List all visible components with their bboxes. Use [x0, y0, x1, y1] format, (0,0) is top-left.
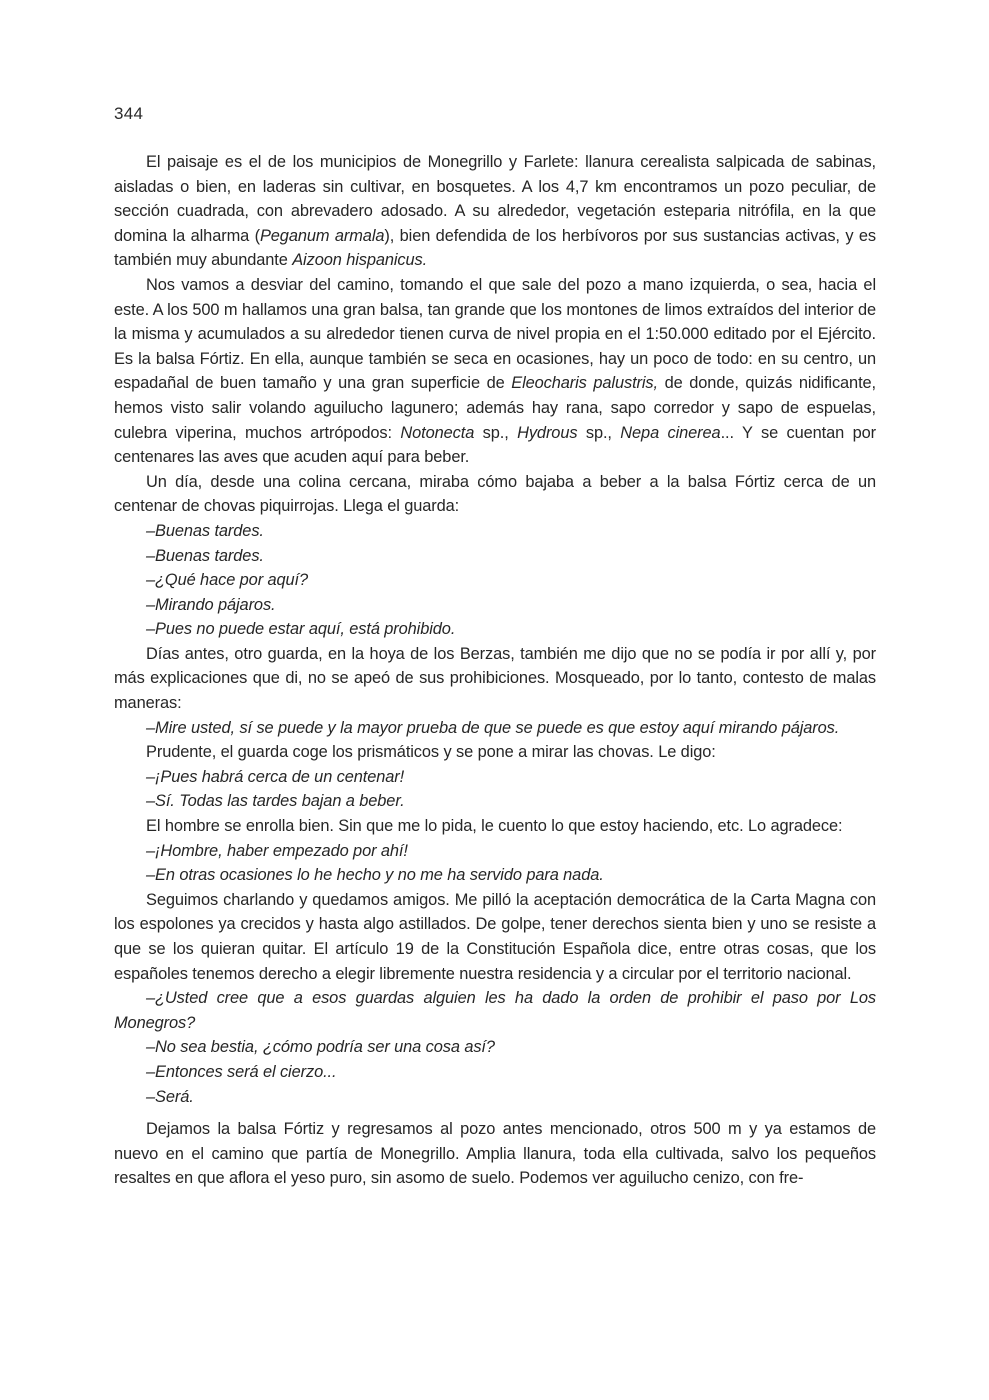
paragraph [114, 740, 876, 765]
text-segment: sp., [474, 423, 518, 442]
italic-term: Notonecta [400, 423, 475, 442]
dialogue-line: –En otras ocasiones lo he hecho y no me ha servido para nada. [146, 866, 604, 885]
page-number: 344 [114, 104, 144, 123]
paragraph [114, 470, 876, 519]
dialogue-line: –Será. [146, 1087, 194, 1106]
dialogue-line: –Mirando pájaros. [146, 595, 276, 614]
dialogue-line: –Mire usted, sí se puede y la mayor prueba de que se puede es que estoy aquí mirando pájaros. [146, 718, 840, 737]
dialogue-line: –No sea bestia, ¿cómo podría ser una cosa así? [146, 1038, 495, 1057]
dialogue-line: –Sí. Todas las tardes bajan a beber. [146, 792, 405, 811]
text-segment: Nos vamos a desviar del camino, tomando el que sale del pozo a mano izquierda, o sea, hacia el este. A los 500 m hallamos una gran balsa, tan grande que los montones de limos extraídos del interior de la misma y acumulados a su alrededor tienen curva de nivel propia en el 1:50.000 editado por el Ejército. Es la balsa Fórtiz. En ella, aunque también se seca en ocasiones, hay un poco de todo: en su centro, un espadañal de buen tamaño y una gran superficie de [114, 275, 876, 393]
paragraph [114, 642, 876, 716]
paragraph [114, 888, 876, 986]
text-segment: Prudente, el guarda coge los prismáticos y se pone a mirar las chovas. Le digo: [146, 743, 716, 762]
text-segment: de donde, quizás nidificante, hemos visto salir volando aguilucho lagunero; además hay rana, sapo corredor y sapo de espuelas, culebra viperina, muchos artrópodos: [114, 374, 876, 442]
dialogue-line: –Buenas tardes. [146, 521, 264, 540]
text-segment: Dejamos la balsa Fórtiz y regresamos al pozo antes mencionado, otros 500 m y ya estamos de nuevo en el camino que partía de Monegrillo. Amplia llanura, toda ella cultivada, salvo los pequeños resaltes en que aflora el yeso puro, sin asomo de suelo. Podemos ver aguilucho cenizo, con fre- [114, 1120, 876, 1188]
dialogue-line: –Buenas tardes. [146, 546, 264, 565]
text-segment: ... Y se cuentan por centenares las aves que acuden aquí para beber. [114, 423, 876, 467]
dialogue-line: –Pues no puede estar aquí, está prohibido. [146, 620, 456, 639]
paragraph [114, 814, 876, 839]
paragraph [114, 1117, 876, 1191]
italic-term: Hydrous [517, 423, 578, 442]
dialogue-line: –¡Hombre, haber empezado por ahí! [146, 841, 408, 860]
dialogue-line: –¡Pues habrá cerca de un centenar! [146, 767, 405, 786]
text-segment: Un día, desde una colina cercana, miraba cómo bajaba a beber a la balsa Fórtiz cerca de un centenar de chovas piquirrojas. Llega el guarda: [114, 472, 876, 516]
text-segment: sp., [577, 423, 621, 442]
italic-term: Eleocharis palustris, [511, 374, 658, 393]
text-segment: Días antes, otro guarda, en la hoya de los Berzas, también me dijo que no se podía ir por allí y, por más explicaciones que di, no se apeó de sus prohibiciones. Mosqueado, por lo tanto, contesto de malas maneras: [114, 644, 876, 713]
paragraph [114, 150, 876, 273]
text-segment: ), bien defendida de los herbívoros por sus sustancias activas, y es también muy abundante [114, 226, 876, 270]
italic-term: Aizoon hispanicus. [292, 251, 428, 270]
text-segment: El paisaje es el de los municipios de Monegrillo y Farlete: llanura cerealista salpicada de sabinas, aisladas o bien, en laderas sin cultivar, en bosquetes. A los 4,7 km encontramos un pozo peculiar, de sección cuadrada, con abrevadero adosado. A su alrededor, vegetación esteparia nitrófila, en la que domina la alharma ( [114, 153, 876, 245]
italic-term: Nepa cinerea [620, 423, 721, 442]
dialogue-line: –Entonces será el cierzo... [146, 1062, 337, 1081]
text-segment: Seguimos charlando y quedamos amigos. Me pilló la aceptación democrática de la Carta Magna con los espolones ya crecidos y hasta algo astillados. De golpe, tener derechos sienta bien y uno se resiste a que se los quieran quitar. El artículo 19 de la Constitución Española dice, entre otras cosas, que los españoles tenemos derecho a elegir libremente nuestra residencia y a circular por el territorio nacional. [114, 890, 876, 983]
body-text [114, 150, 876, 1191]
paragraph [114, 273, 876, 470]
dialogue-line: –¿Qué hace por aquí? [146, 571, 309, 590]
dialogue-line: –¿Usted cree que a esos guardas alguien les ha dado la orden de prohibir el paso por Los Monegros? [114, 989, 876, 1032]
text-segment: El hombre se enrolla bien. Sin que me lo pida, le cuento lo que estoy haciendo, etc. Lo agradece: [146, 817, 843, 836]
italic-term: Peganum armala [259, 226, 385, 245]
